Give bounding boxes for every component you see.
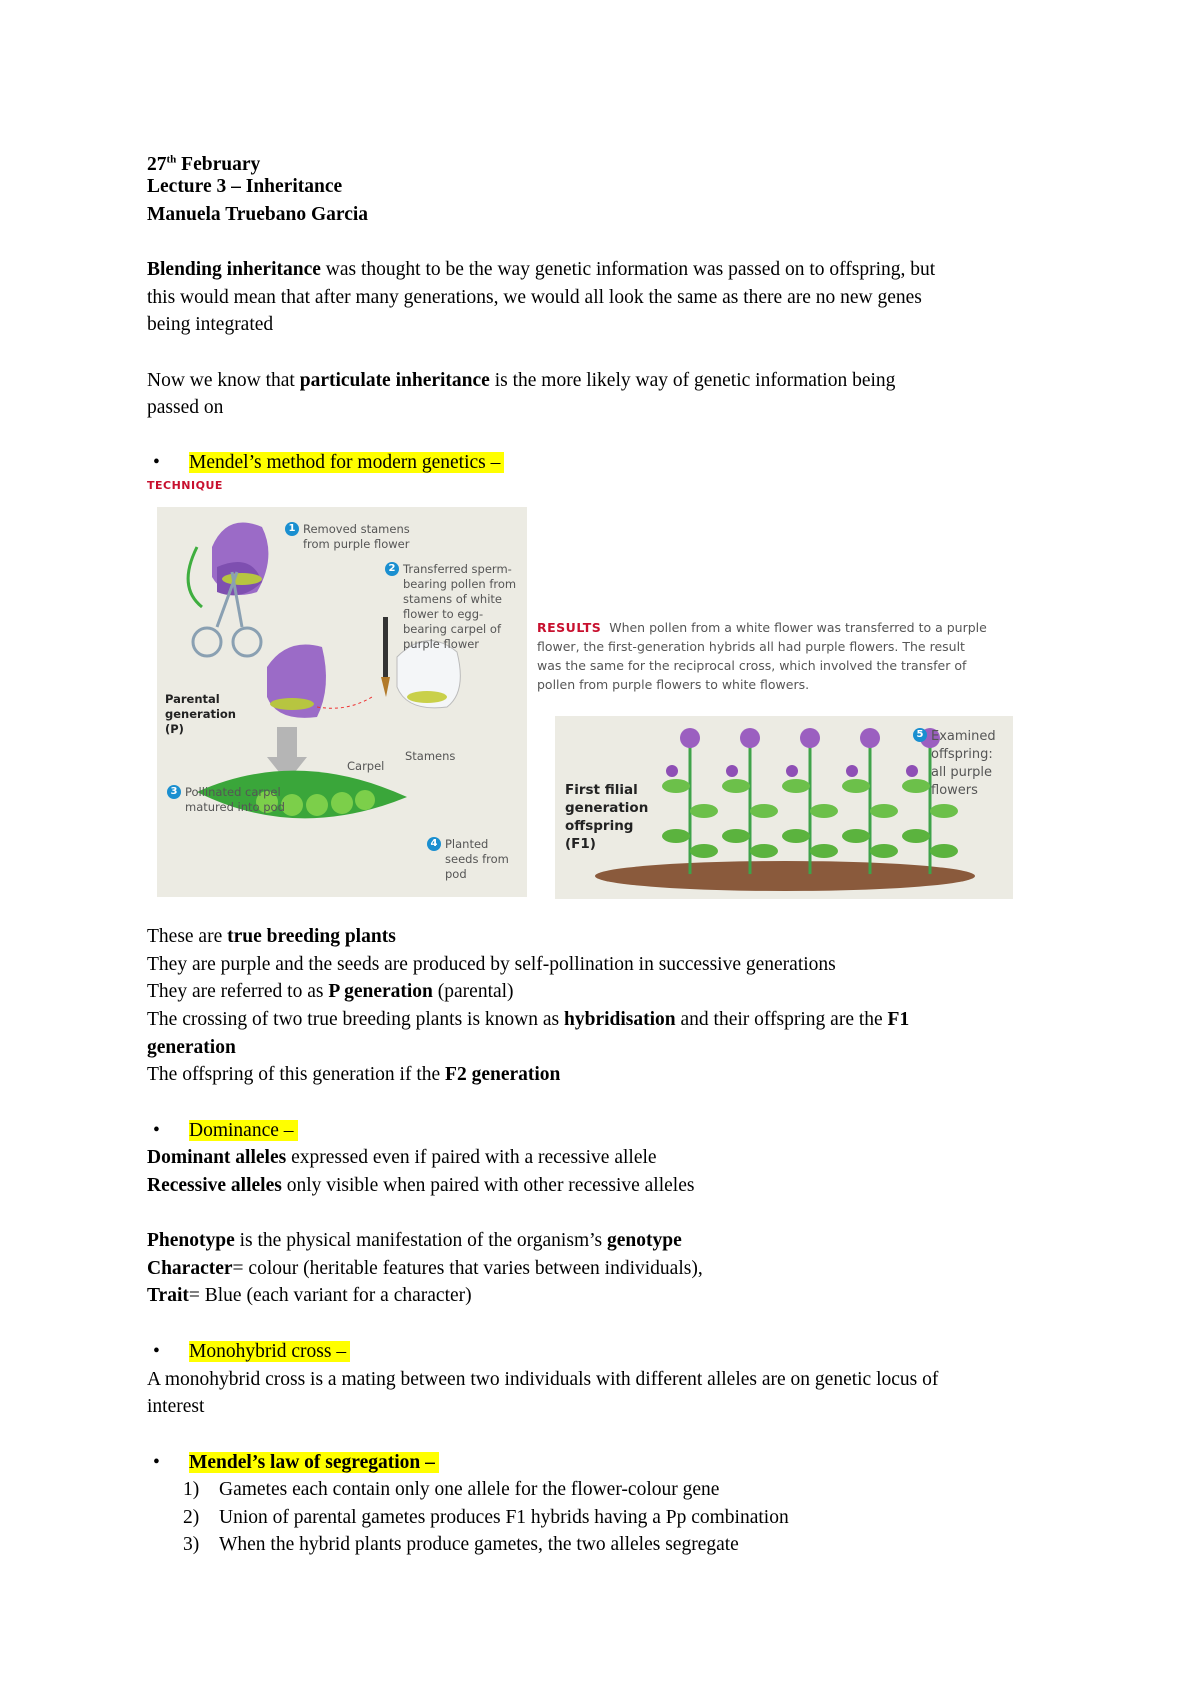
plant-icon [662, 728, 718, 874]
results-text [537, 618, 1037, 694]
results-figure [555, 716, 1013, 899]
para1-line2: this would mean that after many generations, we would all look the same as there are no new genes [147, 287, 922, 308]
line: Pollinated carpel [185, 785, 281, 799]
term: Dominant alleles [147, 1147, 287, 1168]
step5-label [913, 728, 996, 800]
step-number-icon: 1 [285, 522, 299, 536]
technique-label: TECHNIQUE [147, 479, 223, 492]
text: is the more likely way of genetic information being [489, 370, 896, 391]
plant-icon [782, 728, 838, 874]
p3-line2: They are purple and the seeds are produced by self-pollination in successive generations [147, 954, 836, 975]
text: is the physical manifestation of the organism’s [234, 1230, 607, 1251]
dominance-line1 [147, 1144, 657, 1172]
term: hybridisation [564, 1009, 676, 1030]
lecture-text: Lecture 3 – Inheritance [147, 176, 343, 197]
term: Phenotype [147, 1230, 235, 1251]
list-item: When the hybrid plants produce gametes, the two alleles segregate [219, 1534, 739, 1555]
line: Examined [931, 729, 996, 744]
text: expressed even if paired with a recessive allele [286, 1147, 657, 1168]
results-label: RESULTS [537, 620, 602, 635]
text: The crossing of two true breeding plants is known as [147, 1009, 565, 1030]
line: Removed stamens [303, 522, 410, 536]
heading-segregation [189, 1449, 439, 1477]
pheno-line1 [147, 1227, 682, 1255]
author-text: Manuela Truebano Garcia [147, 204, 369, 225]
mono-line2: interest [147, 1396, 205, 1417]
step4-text [445, 837, 509, 882]
line: offspring: [931, 747, 993, 762]
pollen-arrow [317, 697, 372, 708]
step3-label [167, 785, 285, 815]
stamens-label: Stamens [405, 749, 456, 763]
step1-label [285, 522, 410, 552]
bullet-icon: • [153, 1452, 160, 1473]
list-number: 1) [183, 1479, 200, 1500]
date-day: 27 [147, 153, 167, 175]
line: seeds from [445, 852, 509, 866]
technique-figure [157, 507, 527, 897]
date-month: February [176, 153, 261, 175]
heading-monohybrid [189, 1338, 350, 1366]
parental-generation-label [165, 692, 236, 737]
term: Character [147, 1258, 233, 1279]
line: flowers [931, 783, 978, 798]
line: all purple [931, 765, 993, 780]
text: = colour (heritable features that varies between individuals), [232, 1258, 703, 1279]
term: Trait [147, 1285, 189, 1306]
heading-mendel-method [189, 449, 504, 477]
text: was thought to be the way genetic information was passed on to offspring, but [320, 259, 936, 280]
para1-line1 [147, 256, 935, 284]
list-number: 3) [183, 1534, 200, 1555]
highlighted-text: Monohybrid cross – [189, 1341, 350, 1362]
bullet-icon: • [153, 1341, 160, 1362]
list-item: Union of parental gametes produces F1 hybrids having a Pp combination [219, 1507, 789, 1528]
date-sup: th [166, 153, 177, 165]
line: (F1) [565, 836, 596, 852]
text: only visible when paired with other recessive alleles [281, 1175, 695, 1196]
line: First filial [565, 782, 638, 798]
stem [188, 547, 202, 607]
step4-label [427, 837, 509, 882]
text: (parental) [432, 981, 514, 1002]
highlighted-text: Dominance – [189, 1120, 298, 1141]
para1-line3: being integrated [147, 314, 274, 335]
text: and their offspring are the [675, 1009, 888, 1030]
term: genotype [607, 1230, 682, 1251]
heading-dominance [189, 1117, 298, 1145]
plant-icon [722, 728, 778, 874]
line: Transferred sperm- [403, 562, 512, 576]
carpel-label: Carpel [347, 759, 385, 773]
line: matured into pod [185, 800, 285, 814]
term: true breeding plants [227, 926, 396, 947]
line: pod [445, 867, 467, 881]
mono-line1: A monohybrid cross is a mating between two individuals with different alleles are on genetic locus of [147, 1369, 939, 1390]
line: Parental [165, 692, 220, 706]
dominance-line2 [147, 1172, 694, 1200]
f1-label [565, 781, 648, 853]
bullet-icon: • [153, 1120, 160, 1141]
pheno-line2 [147, 1255, 703, 1283]
term: Blending inheritance [147, 259, 321, 280]
text: These are [147, 926, 228, 947]
bullet-icon: • [153, 452, 160, 473]
para2-line2: passed on [147, 397, 224, 418]
plant-icon [842, 728, 898, 874]
step3-text [185, 785, 285, 815]
line: generation [165, 707, 236, 721]
term: F2 generation [445, 1064, 561, 1085]
step2-text [403, 562, 516, 652]
highlighted-text: Mendel’s law of segregation – [189, 1452, 439, 1473]
text: They are referred to as [147, 981, 329, 1002]
p3-line1 [147, 923, 396, 951]
term: particulate inheritance [299, 370, 490, 391]
step-number-icon: 4 [427, 837, 441, 851]
text: Now we know that [147, 370, 300, 391]
step-number-icon: 5 [913, 728, 927, 742]
soil [595, 861, 975, 891]
step2-label [385, 562, 516, 652]
list-item: Gametes each contain only one allele for the flower-colour gene [219, 1479, 720, 1500]
p3-line6 [147, 1061, 560, 1089]
line: from purple flower [303, 537, 410, 551]
p3-line3 [147, 978, 514, 1006]
lecture-title [147, 173, 342, 201]
line: bearing carpel of [403, 622, 501, 636]
line: flower, the first-generation hybrids all had purple flowers. The result [537, 639, 965, 654]
text: = Blue (each variant for a character) [188, 1285, 472, 1306]
pheno-line3 [147, 1282, 472, 1310]
line: bearing pollen from [403, 577, 517, 591]
para2-line1 [147, 367, 895, 395]
list-number: 2) [183, 1507, 200, 1528]
step1-text [303, 522, 410, 552]
line: Planted [445, 837, 489, 851]
highlighted-text: Mendel’s method for modern genetics – [189, 452, 504, 473]
purple-flower-icon [212, 523, 268, 596]
step-number-icon: 3 [167, 785, 181, 799]
step-number-icon: 2 [385, 562, 399, 576]
step5-text [931, 728, 996, 800]
line: (P) [165, 722, 184, 736]
line: pollen from purple flowers to white flowers. [537, 677, 810, 692]
line: stamens of white [403, 592, 502, 606]
line: flower to egg- [403, 607, 484, 621]
line: offspring [565, 818, 634, 834]
author [147, 201, 368, 229]
line: purple flower [403, 637, 480, 651]
text: The offspring of this generation if the [147, 1064, 446, 1085]
term: P generation [328, 981, 433, 1002]
term: Recessive alleles [147, 1175, 282, 1196]
line: was the same for the reciprocal cross, which involved the transfer of [537, 658, 967, 673]
term: F1 [887, 1009, 910, 1030]
term: generation [147, 1037, 236, 1058]
p3-line4 [147, 1006, 909, 1034]
line: generation [565, 800, 649, 816]
line: When pollen from a white flower was transferred to a purple [609, 620, 987, 635]
p3-line5 [147, 1034, 236, 1062]
